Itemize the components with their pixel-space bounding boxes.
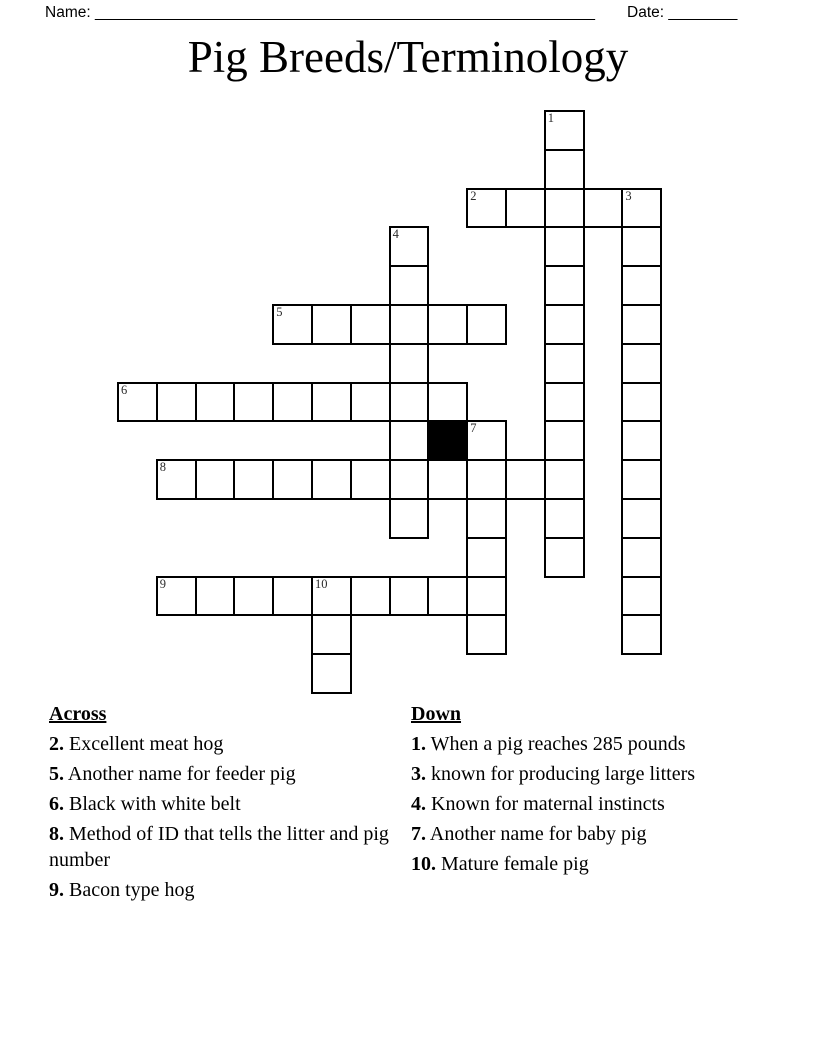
grid-cell[interactable]	[621, 226, 662, 267]
grid-cell[interactable]	[466, 420, 507, 461]
grid-cell[interactable]	[466, 537, 507, 578]
grid-cell[interactable]	[272, 304, 313, 345]
grid-cell[interactable]	[505, 188, 546, 229]
date-blank-line: ________	[668, 4, 738, 21]
grid-cell[interactable]	[350, 459, 391, 500]
cell-number: 4	[392, 227, 399, 242]
grid-cell-black	[427, 420, 468, 461]
grid-cell[interactable]	[350, 576, 391, 617]
grid-cell[interactable]	[389, 459, 430, 500]
cell-number: 7	[470, 421, 477, 436]
grid-cell[interactable]	[544, 382, 585, 423]
clue-number: 8.	[49, 823, 64, 845]
clue-number: 7.	[411, 823, 426, 845]
clue-number: 10.	[411, 853, 436, 875]
clue-number: 4.	[411, 793, 426, 815]
clue-item: 2. Excellent meat hog	[49, 733, 224, 755]
grid-cell[interactable]	[583, 188, 624, 229]
grid-cell[interactable]	[544, 304, 585, 345]
grid-cell[interactable]	[233, 459, 274, 500]
clue-item: 3. known for producing large litters	[411, 763, 696, 785]
grid-cell[interactable]	[427, 459, 468, 500]
cell-number: 9	[159, 576, 167, 591]
grid-cell[interactable]	[195, 459, 236, 500]
cell-number: 5	[276, 305, 283, 319]
grid-cell[interactable]	[156, 382, 197, 423]
grid-cell[interactable]	[195, 382, 236, 423]
grid-cell[interactable]	[621, 382, 662, 423]
grid-cell[interactable]	[272, 459, 313, 500]
page-title: Pig Breeds/Terminology	[187, 32, 629, 82]
grid-cell[interactable]	[505, 459, 546, 500]
down-heading: Down	[411, 703, 462, 725]
grid-cell[interactable]	[544, 498, 585, 539]
grid-cell[interactable]	[311, 653, 352, 694]
grid-cell[interactable]	[389, 420, 430, 461]
grid-cell[interactable]	[233, 382, 274, 423]
grid-cell[interactable]	[311, 459, 352, 500]
grid-cell[interactable]	[466, 188, 507, 229]
grid-cell[interactable]	[389, 382, 430, 423]
across-clue-list	[49, 731, 389, 903]
grid-cell[interactable]	[350, 304, 391, 345]
grid-cell[interactable]	[427, 382, 468, 423]
clue-item: 4. Known for maternal instincts	[411, 793, 665, 815]
clue-item: 5. Another name for feeder pig	[49, 763, 296, 785]
grid-cell[interactable]	[272, 382, 313, 423]
clue-number: 1.	[411, 733, 426, 755]
grid-cell[interactable]	[389, 265, 430, 306]
grid-cell[interactable]	[156, 576, 197, 617]
clue-item: 6. Black with white belt	[49, 793, 241, 815]
grid-cell[interactable]	[311, 576, 352, 617]
grid-cell[interactable]	[156, 459, 197, 500]
clue-item: 8. Method of ID that tells the litter and pig number	[49, 823, 389, 871]
grid-cell[interactable]	[311, 614, 352, 655]
grid-cell[interactable]	[311, 304, 352, 345]
clue-number: 5.	[49, 763, 64, 785]
grid-cell[interactable]	[621, 343, 662, 384]
grid-cell[interactable]	[466, 576, 507, 617]
grid-cell[interactable]	[544, 265, 585, 306]
grid-cell[interactable]	[621, 304, 662, 345]
clue-item: 1. When a pig reaches 285 pounds	[411, 733, 686, 755]
grid-cell[interactable]	[621, 459, 662, 500]
grid-cell[interactable]	[389, 226, 430, 267]
grid-cell[interactable]	[544, 343, 585, 384]
grid-cell[interactable]	[389, 498, 430, 539]
grid-cell[interactable]	[427, 576, 468, 617]
grid-cell[interactable]	[544, 459, 585, 500]
across-clues-section	[49, 701, 389, 907]
grid-cell[interactable]	[350, 382, 391, 423]
grid-cell[interactable]	[621, 265, 662, 306]
clue-number: 6.	[49, 793, 64, 815]
date-label: Date:	[627, 4, 665, 21]
grid-cell[interactable]	[466, 614, 507, 655]
grid-cell[interactable]	[544, 420, 585, 461]
clue-number: 3.	[411, 763, 426, 785]
clue-item: 10. Mature female pig	[411, 853, 589, 875]
clue-item: 7. Another name for baby pig	[411, 823, 647, 845]
grid-cell[interactable]	[311, 382, 352, 423]
grid-cell[interactable]	[621, 537, 662, 578]
grid-cell[interactable]	[544, 537, 585, 578]
grid-cell[interactable]	[621, 576, 662, 617]
clue-item: 9. Bacon type hog	[49, 879, 195, 901]
cell-number: 3	[625, 188, 632, 203]
down-clue-list	[411, 731, 741, 877]
grid-cell[interactable]	[195, 576, 236, 617]
grid-cell[interactable]	[466, 304, 507, 345]
grid-cell[interactable]	[427, 304, 468, 345]
grid-cell[interactable]	[621, 614, 662, 655]
grid-cell[interactable]	[621, 188, 662, 229]
grid-cell[interactable]	[466, 459, 507, 500]
clue-number: 2.	[49, 733, 64, 755]
cell-number: 8	[159, 460, 167, 475]
grid-cell[interactable]	[621, 420, 662, 461]
name-blank-line: __________________________________________________________	[94, 4, 595, 21]
grid-cell[interactable]	[389, 343, 430, 384]
grid-cell[interactable]	[621, 498, 662, 539]
down-clues-section	[411, 701, 741, 881]
grid-cell[interactable]	[389, 576, 430, 617]
cell-number: 1	[547, 111, 555, 125]
across-heading: Across	[49, 703, 107, 725]
clue-number: 9.	[49, 879, 64, 901]
cell-number: 6	[121, 382, 128, 397]
grid-cell[interactable]	[466, 498, 507, 539]
cell-number: 10	[315, 576, 328, 591]
grid-cell[interactable]	[389, 304, 430, 345]
grid-cell[interactable]	[544, 149, 585, 190]
grid-cell[interactable]	[544, 226, 585, 267]
grid-cell[interactable]	[117, 382, 158, 423]
name-label: Name:	[45, 4, 91, 21]
grid-cell[interactable]	[272, 576, 313, 617]
grid-cell[interactable]	[544, 188, 585, 229]
grid-cell[interactable]	[233, 576, 274, 617]
grid-cell[interactable]	[544, 110, 585, 151]
cell-number: 2	[470, 188, 477, 203]
